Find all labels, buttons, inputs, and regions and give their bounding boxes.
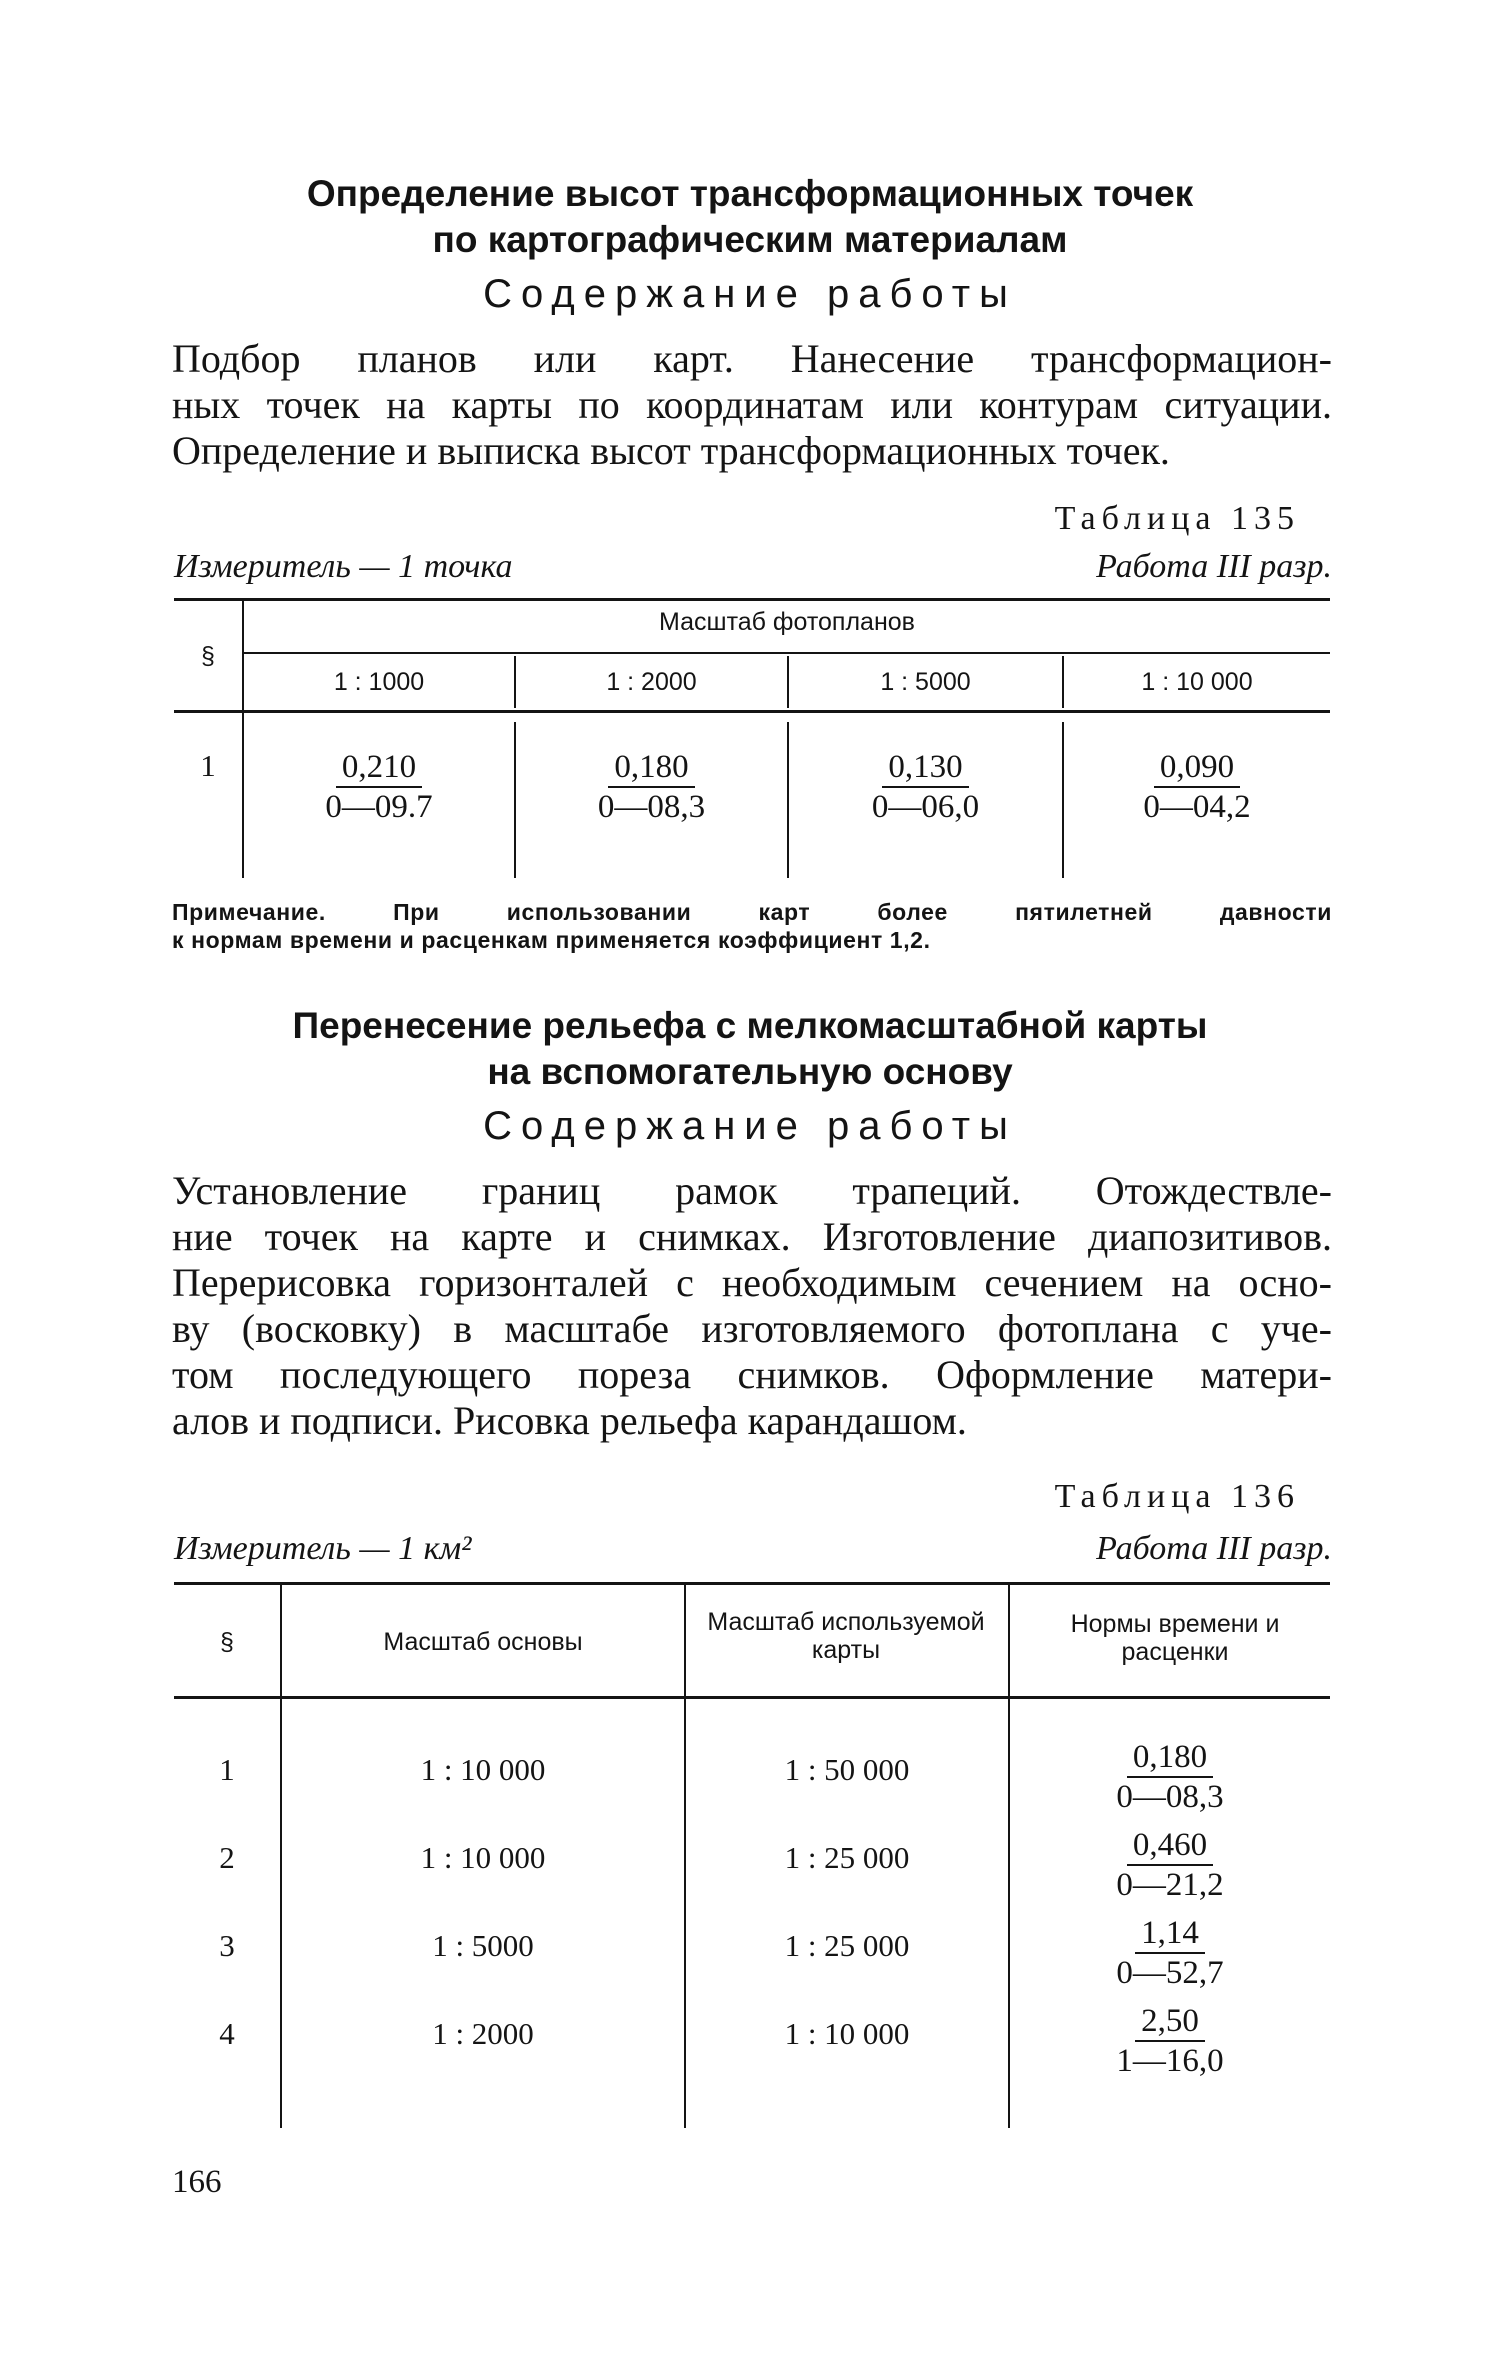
section2-subtitle: Содержание работы bbox=[483, 1104, 1017, 1148]
table136-header-section: § bbox=[220, 1628, 234, 1656]
price-value: 0—08,3 bbox=[597, 789, 706, 825]
table135-col-header: 1 : 2000 bbox=[606, 668, 697, 696]
table136-row-number: 2 bbox=[219, 1840, 235, 1875]
table136-top-rule bbox=[174, 1582, 1330, 1585]
table136-base-scale: 1 : 5000 bbox=[432, 1928, 534, 1963]
norm-value: 0,130 bbox=[882, 748, 968, 788]
section2-title-line2: на вспомогательную основу bbox=[487, 1051, 1013, 1092]
section2-title-line1: Перенесение рельефа с мелкомасштабной карты bbox=[292, 1005, 1208, 1046]
table135-caption: Таблица 135 bbox=[1054, 500, 1300, 537]
note-line: Примечание. При использовании карт более пятилетней давности bbox=[172, 899, 1332, 925]
price-value: 0—21,2 bbox=[1116, 1867, 1224, 1903]
norm-value: 0,180 bbox=[1127, 1738, 1213, 1778]
table136-map-scale: 1 : 50 000 bbox=[784, 1752, 910, 1787]
table136-measure: Измеритель — 1 км² bbox=[174, 1530, 472, 1567]
price-value: 1—16,0 bbox=[1116, 2043, 1224, 2079]
table136-header-rule bbox=[174, 1696, 1330, 1699]
paragraph-line: Подбор планов или карт. Нанесение трансформацион- bbox=[172, 336, 1332, 381]
table136-base-scale: 1 : 2000 bbox=[432, 2016, 534, 2051]
price-value: 0—52,7 bbox=[1116, 1955, 1224, 1991]
paragraph-line: алов и подписи. Рисовка рельефа карандашом. bbox=[172, 1398, 967, 1443]
table135-cell bbox=[244, 748, 514, 826]
table136-norm-cell bbox=[1010, 1738, 1330, 1816]
norm-value: 2,50 bbox=[1135, 2002, 1205, 2042]
table135-row-number: 1 bbox=[200, 748, 216, 783]
paragraph-line: ных точек на карты по координатам или контурам ситуации. bbox=[172, 382, 1332, 427]
table136-header-norms: Нормы времени и расценки bbox=[1070, 1610, 1280, 1666]
norm-value: 0,180 bbox=[608, 748, 694, 788]
table135-cell bbox=[1064, 748, 1330, 826]
norm-value: 0,210 bbox=[336, 748, 422, 788]
table136-header-base-scale: Масштаб основы bbox=[383, 1628, 583, 1656]
table136-map-scale: 1 : 25 000 bbox=[784, 1928, 910, 1963]
page-number: 166 bbox=[172, 2164, 222, 2200]
paragraph-line: том последующего пореза снимков. Оформление матери- bbox=[172, 1352, 1332, 1397]
table135-col-header: 1 : 10 000 bbox=[1141, 668, 1253, 696]
table135-group-rule bbox=[244, 652, 1330, 654]
paragraph-line: ву (восковку) в масштабе изготовляемого фотоплана с уче- bbox=[172, 1306, 1332, 1351]
section1-subtitle: Содержание работы bbox=[483, 272, 1017, 316]
table135-col-header: 1 : 5000 bbox=[880, 668, 971, 696]
table136-header-map-scale: Масштаб используемой карты bbox=[707, 1608, 985, 1664]
paragraph-line: ние точек на карте и снимках. Изготовление диапозитивов. bbox=[172, 1214, 1332, 1259]
section1-title-line2: по картографическим материалам bbox=[432, 219, 1068, 260]
table135-col-divider bbox=[242, 600, 244, 878]
norm-value: 0,460 bbox=[1127, 1826, 1213, 1866]
paragraph-line: Перерисовка горизонталей с необходимым сечением на осно- bbox=[172, 1260, 1332, 1305]
table136-norm-cell bbox=[1010, 2002, 1330, 2080]
table135-cell bbox=[516, 748, 787, 826]
price-value: 0—09.7 bbox=[325, 789, 433, 825]
note-line: к нормам времени и расценкам применяется коэффициент 1,2. bbox=[172, 927, 931, 953]
price-value: 0—04,2 bbox=[1143, 789, 1251, 825]
table136-norm-cell bbox=[1010, 1826, 1330, 1904]
table136-base-scale: 1 : 10 000 bbox=[420, 1840, 546, 1875]
paragraph-line: Определение и выписка высот трансформационных точек. bbox=[172, 428, 1170, 473]
table135-col-header: 1 : 1000 bbox=[333, 668, 425, 696]
section2-paragraph bbox=[172, 1168, 1332, 1444]
table135-measure: Измеритель — 1 точка bbox=[174, 548, 513, 585]
table135-work: Работа III разр. bbox=[1096, 548, 1332, 585]
table136-base-scale: 1 : 10 000 bbox=[420, 1752, 546, 1787]
table135-header-rule bbox=[174, 710, 1330, 713]
table135-cell bbox=[789, 748, 1062, 826]
section1-paragraph bbox=[172, 336, 1332, 474]
norm-value: 1,14 bbox=[1135, 1914, 1205, 1954]
table135-section-header: § bbox=[201, 642, 215, 670]
table135-group-header: Масштаб фотопланов bbox=[659, 608, 915, 636]
table136-row-number: 3 bbox=[219, 1928, 235, 1963]
table135-note bbox=[172, 898, 1332, 954]
table136-row-number: 1 bbox=[219, 1752, 235, 1787]
table136-work: Работа III разр. bbox=[1096, 1530, 1332, 1567]
table136-row-number: 4 bbox=[219, 2016, 235, 2051]
section1-title-line1: Определение высот трансформационных точек bbox=[306, 173, 1194, 214]
table136-caption: Таблица 136 bbox=[1054, 1478, 1300, 1515]
norm-value: 0,090 bbox=[1154, 748, 1240, 788]
table136-norm-cell bbox=[1010, 1914, 1330, 1992]
table136-map-scale: 1 : 25 000 bbox=[784, 1840, 910, 1875]
table136-map-scale: 1 : 10 000 bbox=[784, 2016, 910, 2051]
paragraph-line: Установление границ рамок трапеций. Отождествле- bbox=[172, 1168, 1332, 1213]
table135-top-rule bbox=[174, 598, 1330, 601]
price-value: 0—08,3 bbox=[1116, 1779, 1224, 1815]
price-value: 0—06,0 bbox=[871, 789, 980, 825]
